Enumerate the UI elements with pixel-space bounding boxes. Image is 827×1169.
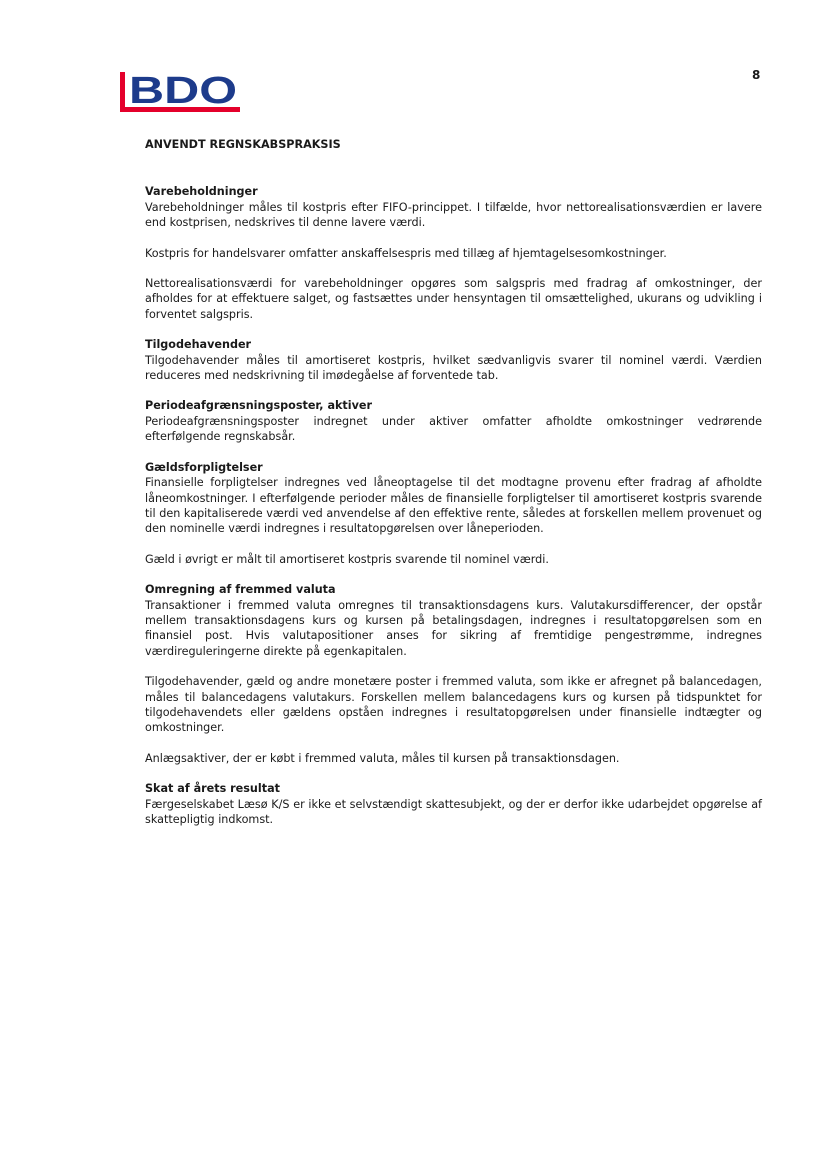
- document-content: [145, 137, 762, 842]
- section-gaeldsforpligtelser: [145, 460, 762, 567]
- section-periodeafgraensningsposter: [145, 398, 762, 444]
- section-tilgodehavender: [145, 337, 762, 383]
- section-paragraph: Tilgodehavender måles til amortiseret kostpris, hvilket sædvanligvis svarer til nominel værdi. Værdien reduceres med nedskrivning til imødegåelse af forventede tab.: [145, 353, 762, 383]
- section-paragraph: Transaktioner i fremmed valuta omregnes til transaktionsdagens kurs. Valutakursdifferencer, der opstår mellem transaktionsdagens kurs og kursen på betalingsdagen, indregnes i resultatopgørelsen som en finansiel post. Hvis valutapositioner anses for sikring af fremtidige pengestrømme, indregnes værdireguleringerne direkte på egenkapitalen.: [145, 598, 762, 658]
- section-paragraph: Nettorealisationsværdi for varebeholdninger opgøres som salgspris med fradrag af omkostninger, der afholdes for at effektuere salget, og fastsættes under hensyntagen til omsættelighed, ukurans og udvikling i forventet salgspris.: [145, 277, 762, 321]
- section-paragraph: Kostpris for handelsvarer omfatter anskaffelsespris med tillæg af hjemtagelsesomkostninger.: [145, 246, 667, 260]
- section-paragraph: Periodeafgrænsningsposter indregnet under aktiver omfatter afholdte omkostninger vedrørende efterfølgende regnskabsår.: [145, 414, 762, 444]
- section-paragraph: Færgeselskabet Læsø K/S er ikke et selvstændigt skattesubjekt, og der er derfor ikke udarbejdet opgørelse af skattepligtig indkomst.: [145, 797, 762, 826]
- section-heading: Skat af årets resultat: [145, 782, 280, 796]
- section-heading: Varebeholdninger: [145, 185, 258, 199]
- document-title: ANVENDT REGNSKABSPRAKSIS: [145, 138, 341, 151]
- logo-text: BDO: [129, 70, 237, 112]
- bdo-logo: [118, 70, 242, 114]
- section-heading: Omregning af fremmed valuta: [145, 583, 336, 597]
- section-skat-af-aarets-resultat: [145, 781, 762, 827]
- section-paragraph: Anlægsaktiver, der er købt i fremmed valuta, måles til kursen på transaktionsdagen.: [145, 751, 620, 765]
- section-omregning-fremmed-valuta: [145, 582, 762, 766]
- section-paragraph: Tilgodehavender, gæld og andre monetære poster i fremmed valuta, som ikke er afregnet på balancedagen, måles til balancedagens valutakurs. Forskellen mellem balancedagens kurs og kursen på tidspunktet for tilgodehavendets eller gældens opståen indregnes i resultatopgørelsen under finansielle indtægter og omkostninger.: [145, 675, 762, 735]
- section-heading: Gældsforpligtelser: [145, 460, 263, 474]
- section-heading: Periodeafgrænsningsposter, aktiver: [145, 399, 373, 413]
- section-paragraph: Gæld i øvrigt er målt til amortiseret kostpris svarende til nominel værdi.: [145, 552, 549, 566]
- section-paragraph: Finansielle forpligtelser indregnes ved låneoptagelse til det modtagne provenu efter fradrag af afholdte låneomkostninger. I efterfølgende perioder måles de finansielle forpligtelser til amortiseret kostpris svarende til den kapitaliserede værdi ved anvendelse af den effektive rente, således at forskellen mellem provenuet og den nominelle værdi indregnes i resultatopgørelsen over låneperioden.: [145, 476, 762, 536]
- section-paragraph: Varebeholdninger måles til kostpris efter FIFO-princippet. I tilfælde, hvor nettorealisationsværdien er lavere end kostprisen, nedskrives til denne lavere værdi.: [145, 200, 762, 230]
- page-number: 8: [752, 68, 761, 82]
- section-heading: Tilgodehavender: [145, 338, 252, 352]
- logo-red-bar: [120, 72, 125, 112]
- section-varebeholdninger: [145, 184, 762, 322]
